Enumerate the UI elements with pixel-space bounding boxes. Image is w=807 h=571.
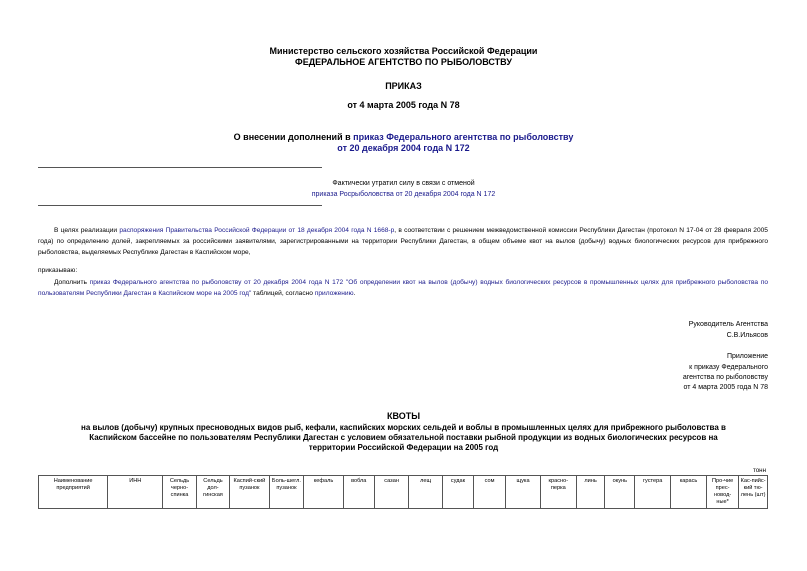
preamble-prefix: В целях реализации (54, 227, 120, 234)
status-note: Фактически утратил силу в связи с отменой (332, 180, 475, 187)
column-header: красно-перка (540, 476, 576, 509)
subject-link-continuation[interactable]: от 20 декабря 2004 года N 172 (337, 143, 470, 153)
document-subject (0, 132, 807, 143)
order-prefix: Дополнить (54, 279, 90, 286)
preamble-paragraph (38, 225, 768, 258)
column-header: лещ (409, 476, 442, 509)
column-header: сазан (374, 476, 409, 509)
table-subtitle-line1: на вылов (добычу) крупных пресноводных видов рыб, кефали, каспийских морских сельдей и воблы в промышленных целях для прибрежного рыболовства в (81, 423, 726, 432)
column-header: Сельдь дол-гинская (196, 476, 229, 509)
column-header: окунь (605, 476, 635, 509)
column-header: кефаль (304, 476, 343, 509)
column-header: Про-чие прес-новод-ные* (706, 476, 738, 509)
column-header: карась (671, 476, 707, 509)
appendix-ref-line1: Приложение (726, 353, 768, 360)
order-label: приказываю: (38, 267, 78, 274)
subject-prefix: О внесении дополнений в (233, 132, 354, 142)
order-paragraph (38, 277, 768, 299)
signature-name: С.В.Ильясов (726, 332, 768, 339)
amended-order-link[interactable]: приказ Федерального агентства по рыболовству от 20 декабря 2004 года N 172 "Об определении квот на вылов (добычу) водных биологических ресурсов в промышленных целях для прибрежного рыболовства по пользователям Республики Дагестан в Каспийском море на 2005 год" (38, 279, 768, 297)
divider-bottom (38, 205, 322, 206)
column-header: линь (576, 476, 605, 509)
appendix-ref-line3: агентства по рыболовству (682, 374, 768, 381)
table-subtitle-line3: территории Российской Федерации на 2005 год (308, 443, 499, 452)
column-header: сом (473, 476, 505, 509)
document-type: ПРИКАЗ (385, 81, 422, 91)
quota-table (38, 475, 768, 509)
agency-name: ФЕДЕРАЛЬНОЕ АГЕНТСТВО ПО РЫБОЛОВСТВУ (295, 57, 512, 67)
column-header: Наименование предприятий (39, 476, 108, 509)
appendix-ref-line2: к приказу Федерального (689, 364, 768, 371)
appendix-link[interactable]: приложению (314, 290, 354, 297)
column-header: судак (442, 476, 473, 509)
status-note-link[interactable]: приказа Росрыболовства от 20 декабря 2004 года N 172 (311, 191, 496, 198)
ministry-name: Министерство сельского хозяйства Российской Федерации (269, 46, 538, 56)
table-unit: тонн (752, 467, 766, 474)
column-header: Кас-пийс-кий тю-лень (шт) (739, 476, 768, 509)
column-header: густера (635, 476, 671, 509)
appendix-ref-line4: от 4 марта 2005 года N 78 (683, 384, 768, 391)
column-header: Сельдь черно-спинка (163, 476, 196, 509)
signature-title: Руководитель Агентства (688, 321, 768, 328)
column-header: вобла (343, 476, 374, 509)
order-middle: таблицей, согласно (251, 290, 315, 297)
preamble-text: , в соответствии с решением межведомственной комиссии Республики Дагестан (протокол N 17-04 от 28 февраля 2005 года) по определению долей, закрепляемых за российскими заявителями, зарегистрированными на территории Республики Дагестан, в общем объеме квот на вылов (добычу) водных биологических ресурсов для прибрежного рыболовства, выделяемых Республике Дагестан в Каспийском море, (38, 227, 768, 256)
column-header: Боль-шегл. пузанок (269, 476, 304, 509)
column-header: щука (506, 476, 541, 509)
subject-link[interactable]: приказ Федерального агентства по рыболовству (353, 132, 574, 142)
table-subtitle-line2: Каспийском бассейне по пользователям Республики Дагестан с условием обязательной поставки рыбной продукции из водных биологических ресурсов на (89, 433, 718, 442)
column-header: Каспий-ский пузанок (230, 476, 269, 509)
order-end: . (353, 290, 356, 297)
government-order-link[interactable]: распоряжения Правительства Российской Федерации от 18 декабря 2004 года N 1668-р (119, 227, 395, 234)
divider-top (38, 167, 322, 168)
column-header: ИНН (108, 476, 163, 509)
table-title: КВОТЫ (386, 411, 421, 421)
table-header-row (39, 476, 768, 509)
document-date-number: от 4 марта 2005 года N 78 (347, 100, 460, 110)
